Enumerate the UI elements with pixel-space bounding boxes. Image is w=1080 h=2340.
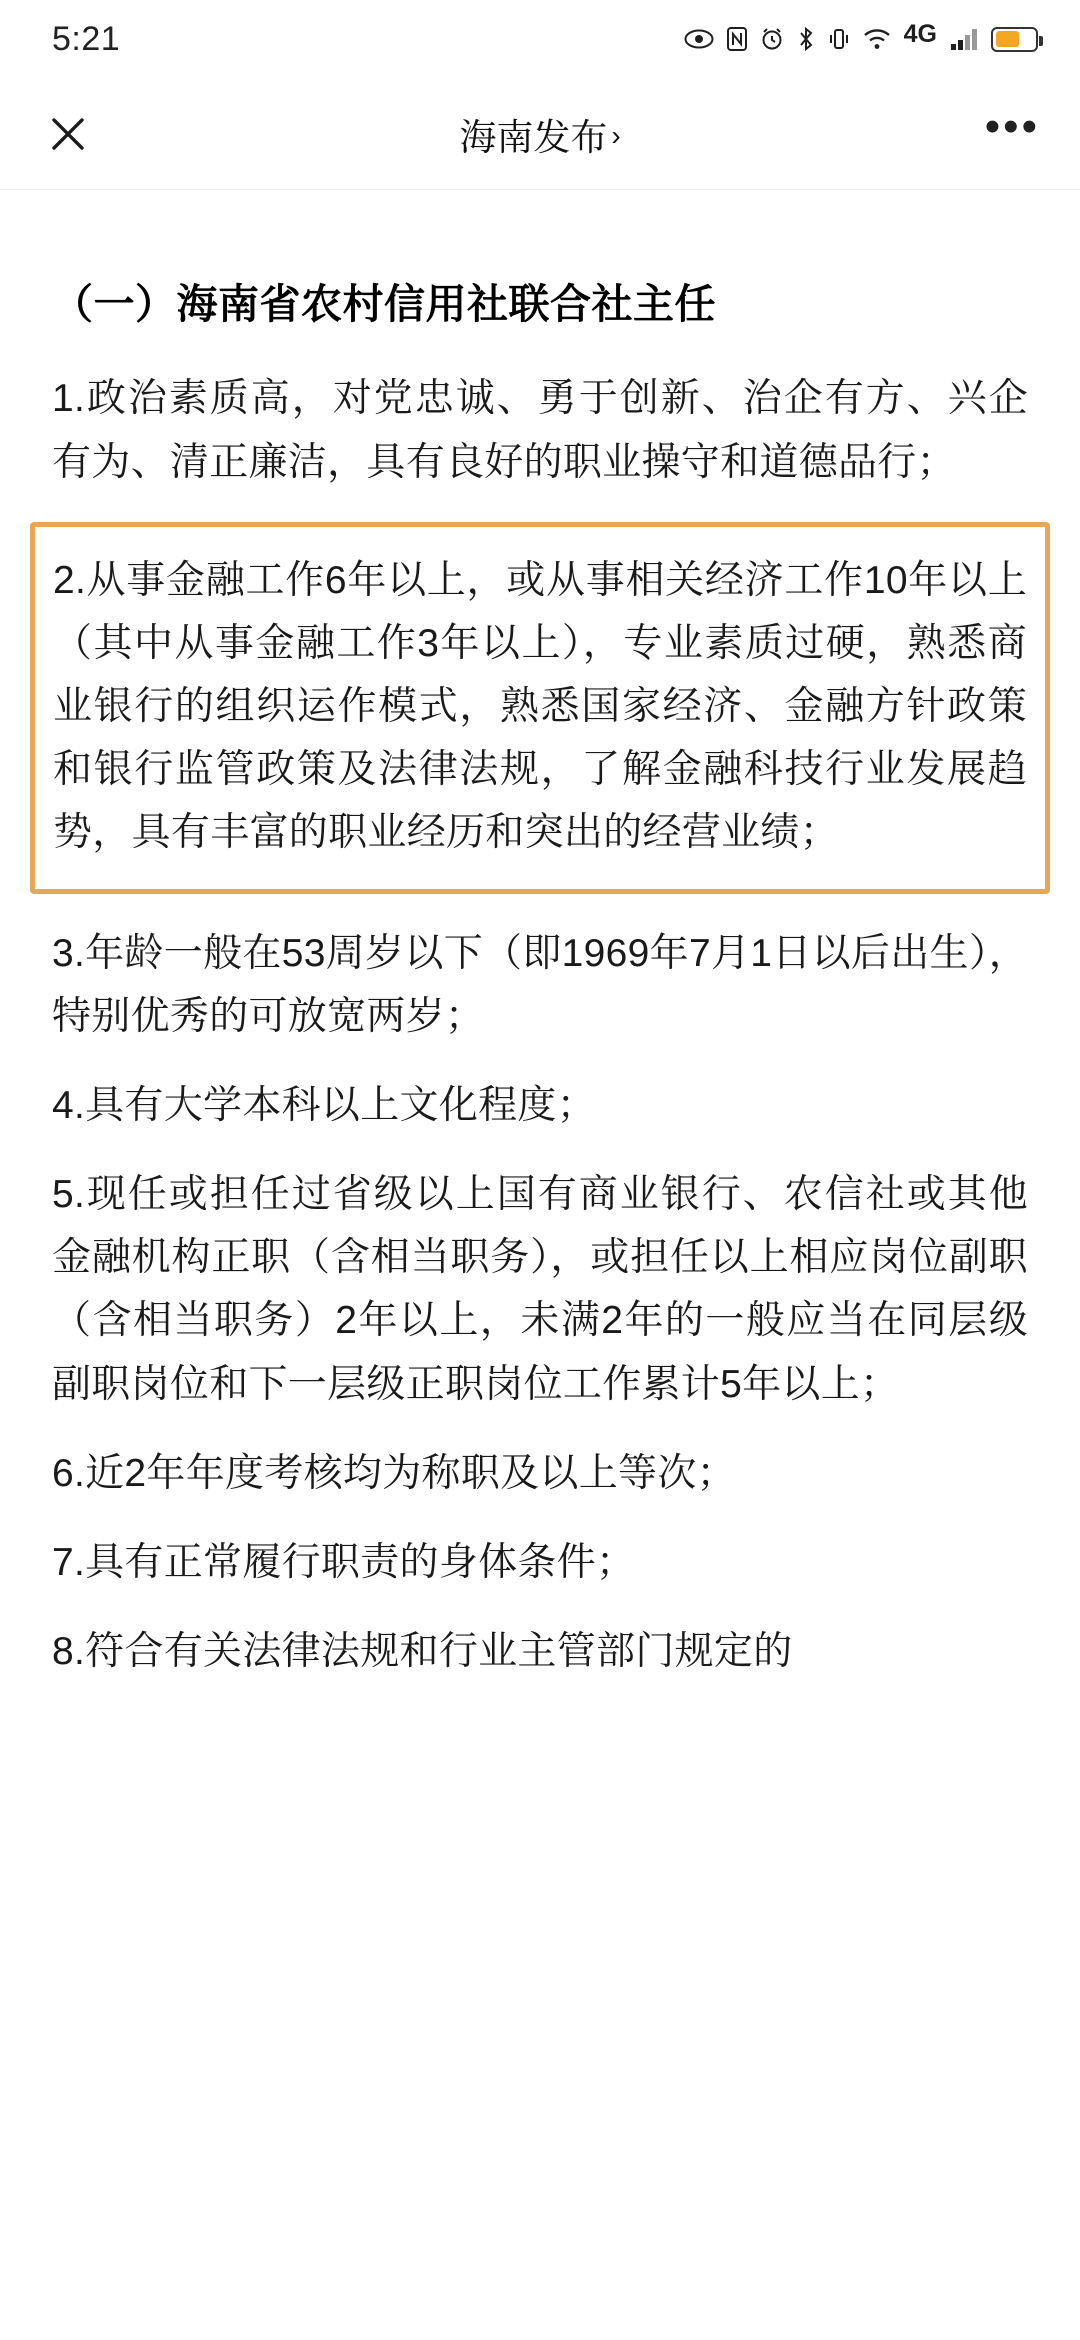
- article-content: [0, 190, 1080, 2340]
- close-icon[interactable]: [40, 106, 96, 162]
- alarm-icon: [760, 27, 784, 51]
- signal-icon: [950, 27, 978, 51]
- network-4g-icon: 4G: [903, 19, 937, 48]
- bluetooth-icon: [797, 26, 815, 52]
- status-icon-group: [684, 19, 1038, 52]
- vibrate-icon: [828, 27, 850, 51]
- paragraph-item-2-highlighted[interactable]: 2.从事金融工作6年以上，或从事相关经济工作10年以上（其中从事金融工作3年以上），专业素质过硬，熟悉商业银行的组织运作模式，熟悉国家经济、金融方针政策和银行监管政策及法律法规，了解金融科技行业发展趋势，具有丰富的职业经历和突出的经营业绩；: [30, 522, 1050, 894]
- paragraph-item-1: 1.政治素质高，对党忠诚、勇于创新、治企有方、兴企有为、清正廉洁，具有良好的职业操守和道德品行；: [52, 377, 1028, 484]
- page-title-group: [0, 101, 1080, 161]
- paragraph-item-3: 3.年龄一般在53周岁以下（即1969年7月1日以后出生），特别优秀的可放宽两岁；: [52, 931, 1028, 1038]
- status-time: 5:21: [52, 19, 121, 58]
- page-title: 海南发布: [459, 116, 608, 158]
- paragraph-item-7: 7.具有正常履行职责的身体条件；: [52, 1540, 636, 1584]
- more-options-icon[interactable]: •••: [984, 101, 1040, 151]
- paragraph-item-5: 5.现任或担任过省级以上国有商业银行、农信社或其他金融机构正职（含相当职务），或担任以上相应岗位副职（含相当职务）2年以上，未满2年的一般应当在同层级副职岗位和下一层级正职岗位工作累计5年以上；: [52, 1173, 1028, 1406]
- battery-icon: [991, 27, 1038, 52]
- paragraph-item-8: 8.符合有关法律法规和行业主管部门规定的: [52, 1630, 793, 1674]
- chevron-right-icon[interactable]: ›: [611, 119, 621, 151]
- status-bar: [0, 0, 1080, 78]
- top-navigation-bar: [0, 78, 1080, 190]
- article-heading: （一）海南省农村信用社联合社主任: [52, 281, 716, 327]
- wifi-icon: [863, 28, 891, 50]
- paragraph-item-4: 4.具有大学本科以上文化程度；: [52, 1083, 597, 1127]
- eye-icon: [684, 29, 714, 49]
- nfc-icon: [727, 27, 747, 51]
- paragraph-item-6: 6.近2年年度考核均为称职及以上等次；: [52, 1451, 736, 1495]
